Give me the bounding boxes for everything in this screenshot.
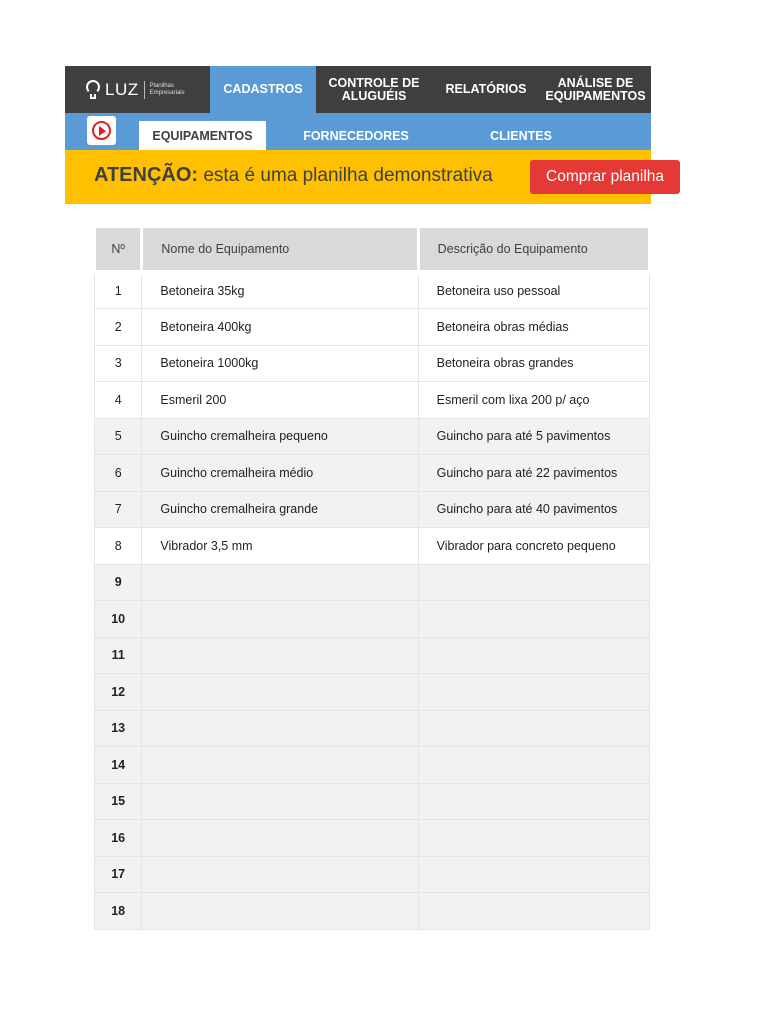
table-row [95,747,650,784]
table-row [95,674,650,711]
play-icon [92,121,111,140]
subtab-fornecedores[interactable]: FORNECEDORES [303,128,409,143]
table-row [95,637,650,674]
equipment-description-cell[interactable] [418,820,649,857]
equipment-name-cell[interactable]: Betoneira 400kg [142,309,418,346]
equipment-name-cell[interactable] [142,710,418,747]
top-navigation [65,66,651,113]
equipment-name-cell[interactable] [142,856,418,893]
equipment-description-cell[interactable]: Betoneira obras médias [418,309,649,346]
nav-tab-relatorios[interactable]: RELATÓRIOS [445,82,527,96]
warning-label: ATENÇÃO: [94,164,199,186]
equipment-name-cell[interactable] [142,564,418,601]
equipment-name-cell[interactable]: Betoneira 35kg [142,272,418,309]
table-row [95,820,650,857]
brand-divider [144,81,145,99]
row-number[interactable]: 11 [95,637,142,674]
nav-tab-analise-equipamentos[interactable]: ANÁLISE DE EQUIPAMENTOS [545,75,646,103]
row-number[interactable]: 6 [95,455,142,492]
buy-spreadsheet-button[interactable]: Comprar planilha [530,160,680,194]
app-header [65,66,665,204]
row-number[interactable]: 16 [95,820,142,857]
equipment-description-cell[interactable] [418,601,649,638]
sub-navigation [65,113,651,150]
table-header-row [95,228,650,272]
subtab-clientes[interactable]: CLIENTES [490,128,552,143]
equipment-description-cell[interactable] [418,564,649,601]
header-equipment-description: Descrição do Equipamento [418,228,649,272]
table-row [95,418,650,455]
row-number[interactable]: 7 [95,491,142,528]
table-row [95,856,650,893]
brand-tagline: Planilhas Empresariais [149,82,185,96]
subtab-equipamentos[interactable]: EQUIPAMENTOS [139,121,266,150]
table-row [95,528,650,565]
equipment-description-cell[interactable]: Betoneira obras grandes [418,345,649,382]
nav-tab-controle-alugueis[interactable]: CONTROLE DE ALUGUÉIS [328,75,420,103]
demo-warning-banner [65,150,665,204]
warning-text: esta é uma planilha demonstrativa [198,165,493,186]
table-row [95,491,650,528]
equipment-name-cell[interactable] [142,601,418,638]
table-row [95,272,650,309]
equipment-name-cell[interactable] [142,783,418,820]
warning-message [94,164,493,187]
table-row [95,345,650,382]
row-number[interactable]: 9 [95,564,142,601]
table-body [95,272,650,929]
equipment-description-cell[interactable] [418,783,649,820]
equipment-description-cell[interactable]: Vibrador para concreto pequeno [418,528,649,565]
row-number[interactable]: 14 [95,747,142,784]
header-equipment-name: Nome do Equipamento [142,228,418,272]
equipment-description-cell[interactable]: Betoneira uso pessoal [418,272,649,309]
equipment-name-cell[interactable]: Betoneira 1000kg [142,345,418,382]
table-row [95,893,650,930]
table-row [95,382,650,419]
equipment-name-cell[interactable]: Vibrador 3,5 mm [142,528,418,565]
row-number[interactable]: 8 [95,528,142,565]
equipment-description-cell[interactable]: Guincho para até 5 pavimentos [418,418,649,455]
equipment-description-cell[interactable] [418,637,649,674]
row-number[interactable]: 18 [95,893,142,930]
equipment-name-cell[interactable]: Guincho cremalheira pequeno [142,418,418,455]
lightbulb-icon [85,79,101,101]
table-row [95,783,650,820]
nav-tab-cadastros[interactable]: CADASTROS [210,66,316,113]
equipment-name-cell[interactable]: Guincho cremalheira grande [142,491,418,528]
equipment-table [93,228,651,930]
brand-logo[interactable] [65,66,210,113]
equipment-description-cell[interactable]: Guincho para até 40 pavimentos [418,491,649,528]
equipment-description-cell[interactable] [418,674,649,711]
row-number[interactable]: 15 [95,783,142,820]
row-number[interactable]: 1 [95,272,142,309]
row-number[interactable]: 12 [95,674,142,711]
row-number[interactable]: 13 [95,710,142,747]
equipment-name-cell[interactable] [142,893,418,930]
table-row [95,710,650,747]
table-row [95,564,650,601]
equipment-description-cell[interactable] [418,893,649,930]
equipment-description-cell[interactable]: Esmeril com lixa 200 p/ aço [418,382,649,419]
row-number[interactable]: 10 [95,601,142,638]
row-number[interactable]: 3 [95,345,142,382]
row-number[interactable]: 17 [95,856,142,893]
equipment-name-cell[interactable] [142,637,418,674]
play-video-button[interactable] [87,116,116,145]
brand-name: LUZ [105,79,139,99]
equipment-description-cell[interactable] [418,856,649,893]
equipment-name-cell[interactable] [142,747,418,784]
equipment-description-cell[interactable] [418,747,649,784]
row-number[interactable]: 4 [95,382,142,419]
equipment-name-cell[interactable] [142,820,418,857]
table-row [95,309,650,346]
equipment-name-cell[interactable]: Guincho cremalheira médio [142,455,418,492]
equipment-name-cell[interactable] [142,674,418,711]
row-number[interactable]: 5 [95,418,142,455]
equipment-description-cell[interactable] [418,710,649,747]
equipment-description-cell[interactable]: Guincho para até 22 pavimentos [418,455,649,492]
table-row [95,601,650,638]
row-number[interactable]: 2 [95,309,142,346]
header-number: Nº [95,228,142,272]
table-row [95,455,650,492]
equipment-name-cell[interactable]: Esmeril 200 [142,382,418,419]
